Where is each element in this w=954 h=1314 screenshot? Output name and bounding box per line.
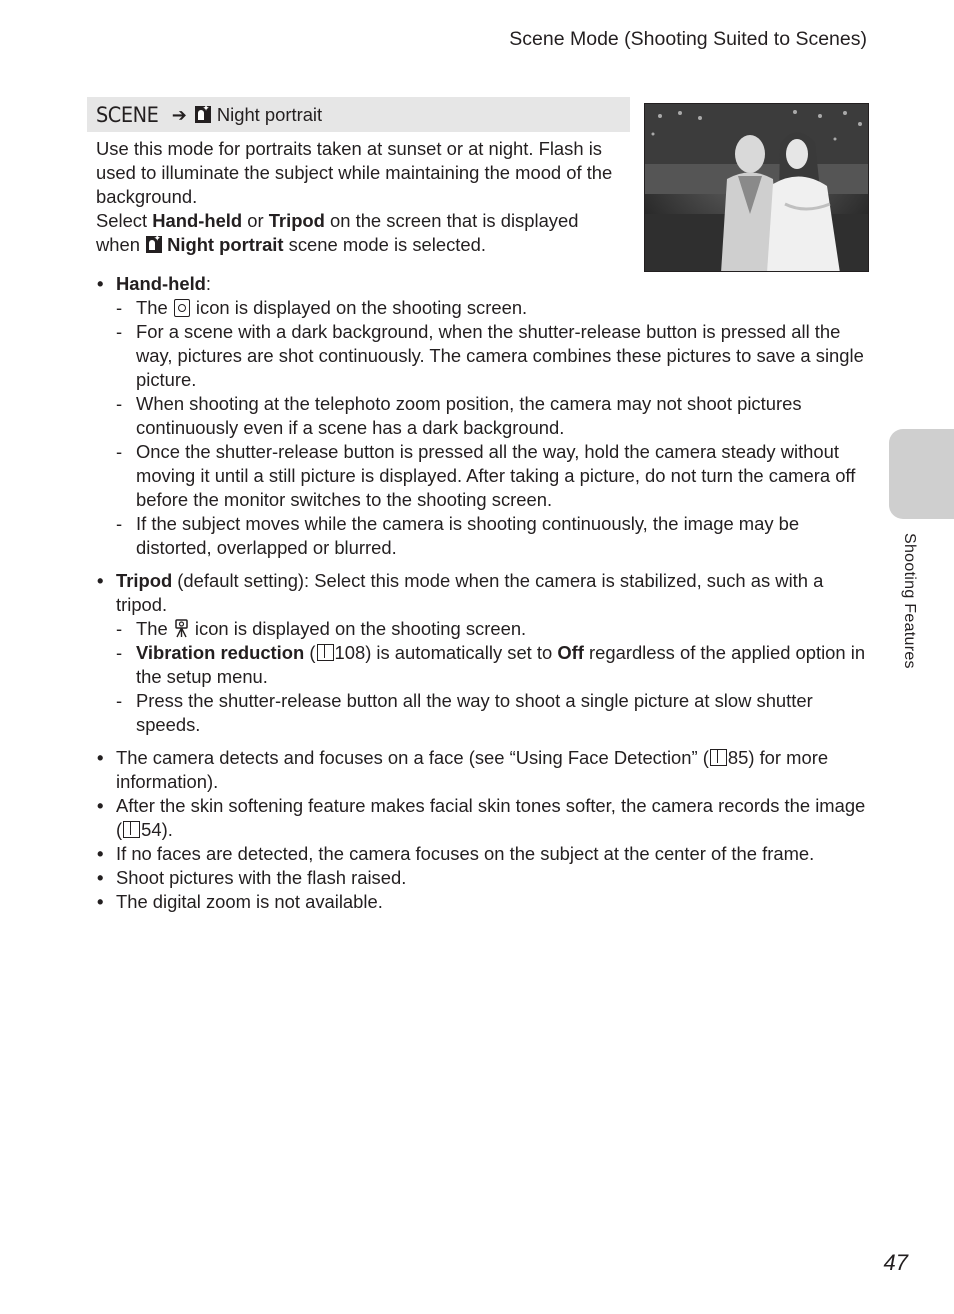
page-reference: 108 — [334, 642, 366, 663]
page-reference-icon — [123, 821, 140, 838]
list-item: • Hand-held: - The icon is displayed on the shooting screen. - For a scene with a dark background, when the shutter-release button is pressed all the way, pictures are shot continuously. The camera combines these pictures to save a single picture. - When shooting at the telephoto zoom position, the camera may not shoot pictures continuously even if a scene has a dark background. - Once the shutter-release button is pressed all the way, hold the camera steady without moving it until a still picture is displayed. After taking a picture, do not turn the camera off before the monitor switches to the shooting screen. - If the subject moves while the camera is shooting continuously, the image may be distorted, overlapped or blurred. — [96, 272, 866, 560]
list-item: - Once the shutter-release button is pressed all the way, hold the camera steady without moving it until a still picture is displayed. After taking a picture, do not turn the camera off before the monitor switches to the shooting screen. — [116, 440, 866, 512]
night-portrait-term: Night portrait — [167, 234, 284, 255]
page-reference-icon — [317, 644, 334, 661]
list-item: - Press the shutter-release button all the way to shoot a single picture at slow shutter speeds. — [116, 689, 866, 737]
tripod-term: Tripod — [268, 210, 325, 231]
running-header: Scene Mode (Shooting Suited to Scenes) — [509, 28, 867, 50]
hand-held-term: Hand-held — [152, 210, 243, 231]
intro-text — [96, 137, 626, 257]
list-item: - The icon is displayed on the shooting screen. — [116, 296, 866, 320]
night-portrait-icon: ✦ — [146, 236, 162, 253]
page-reference-icon — [710, 749, 727, 766]
sample-photo — [644, 103, 869, 272]
list-item: - When shooting at the telephoto zoom position, the camera may not shoot pictures continuously even if a scene has a dark background. — [116, 392, 866, 440]
main-content — [96, 272, 866, 914]
page-reference: 85 — [727, 747, 749, 768]
list-item: - If the subject moves while the camera is shooting continuously, the image may be distorted, overlapped or blurred. — [116, 512, 866, 560]
tripod-heading: Tripod — [116, 570, 173, 591]
night-portrait-icon: ✦ — [195, 106, 211, 123]
list-item: - For a scene with a dark background, when the shutter-release button is pressed all the way, pictures are shot continuously. The camera combines these pictures to save a single picture. — [116, 320, 866, 392]
off-term: Off — [557, 642, 584, 663]
intro-paragraph-2: Select Hand-held or Tripod on the screen that is displayed when ✦ Night portrait scene mode is selected. — [96, 210, 579, 255]
handheld-camera-icon — [174, 299, 190, 317]
list-item: • Tripod (default setting): Select this mode when the camera is stabilized, such as with a tripod. - The icon is displayed on the shooting screen. - Vibration reduction ( 108) is automatically set to Off regardless of the applied option in the setup menu. - Press the shutter-release button all the way to shoot a single picture at slow shutter speeds. — [96, 569, 866, 737]
list-item: - The icon is displayed on the shooting screen. — [116, 617, 866, 641]
section-tab-label: Shooting Features — [901, 533, 918, 669]
page-number: 47 — [883, 1250, 908, 1275]
arrow-right-icon: ➔ — [171, 104, 187, 125]
list-item: • After the skin softening feature makes facial skin tones softer, the camera records the image ( 54). — [96, 794, 866, 842]
list-item: • The digital zoom is not available. — [96, 890, 866, 914]
list-item: • If no faces are detected, the camera focuses on the subject at the center of the frame. — [96, 842, 866, 866]
mode-name: Night portrait — [216, 103, 323, 125]
list-item: - Vibration reduction ( 108) is automatically set to Off regardless of the applied option in the setup menu. — [116, 641, 866, 689]
section-title-bar — [87, 97, 630, 132]
hand-held-heading: Hand-held — [116, 273, 206, 294]
tripod-icon — [174, 619, 189, 638]
list-item: • The camera detects and focuses on a face (see “Using Face Detection” ( 85) for more information). — [96, 746, 866, 794]
section-tab — [889, 429, 954, 519]
page-reference: 54 — [141, 819, 162, 840]
vibration-reduction-term: Vibration reduction — [136, 642, 305, 663]
scene-label: SCENE — [96, 102, 159, 127]
intro-paragraph-1: Use this mode for portraits taken at sunset or at night. Flash is used to illuminate the subject while maintaining the mood of the background. — [96, 138, 613, 207]
list-item: • Shoot pictures with the flash raised. — [96, 866, 866, 890]
